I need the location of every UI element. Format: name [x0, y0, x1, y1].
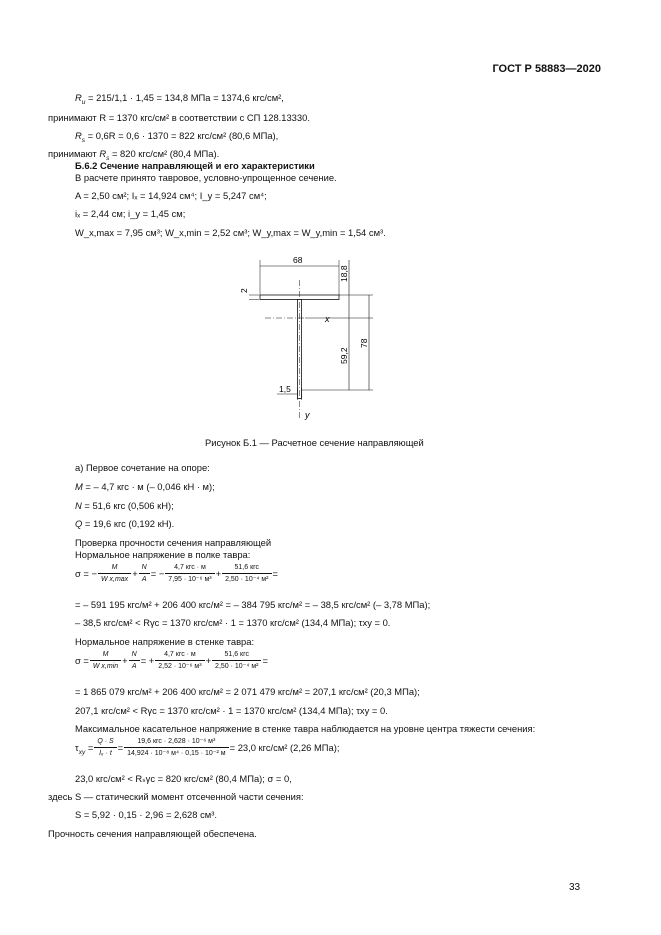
accept-rs: принимают $R_s = 820$ кгс/см² (80,4 МПа).: [48, 148, 220, 162]
f1-value-num: 4,7 кгс · м: [165, 563, 214, 574]
f2-value-num: 4,7 кгс · м: [155, 650, 204, 661]
f1-value-den: 7,95 · 10⁻⁶ м³: [168, 576, 212, 583]
f1-value2-den: 2,50 · 10⁻⁴ м²: [225, 576, 269, 583]
web-condition: 207,1 кгс/см² < Rγc = 1370 кгс/см² · 1 = 1370 кгс/см² (134,4 МПа); τxy = 0.: [75, 705, 388, 716]
rs-formula-text: = 0,6R = 0,6 · 1370 = 822 кгс/см² (80,6 МПа),: [87, 130, 279, 141]
f3-value-den: 14,924 · 10⁻⁸ м⁴ · 0,15 · 10⁻² м: [127, 750, 226, 757]
shear-title: Максимальное касательное напряжение в стенке тавра наблюдается на уровне центра тяжести сечения:: [75, 723, 536, 734]
dim-width-label: 68: [293, 255, 303, 265]
where-s-text: здесь S — статический момент отсеченной части сечения:: [48, 791, 304, 802]
accept-r-text: принимают R = 1370 кгс/см² в соответствии с СП 128.13330.: [48, 112, 310, 123]
section-props-a: A = 2,50 см²; Iₓ = 14,924 см⁴; I_y = 5,247 см⁴;: [75, 190, 267, 201]
page-number: 33: [569, 882, 581, 893]
section-props-w: W_x,max = 7,95 см³; W_x,min = 2,52 см³; W_y,max = W_y,min = 1,54 см³.: [75, 227, 386, 238]
web-result: = 1 865 079 кгс/м² + 206 400 кгс/м² = 2 071 479 кгс/м² = 207,1 кгс/см² (20,3 МПа);: [75, 686, 420, 697]
check-title: Проверка прочности сечения направляющей: [75, 537, 272, 548]
f1-num-m: M: [98, 563, 131, 574]
f2-value2-den: 2,50 · 10⁻⁴ м²: [215, 663, 259, 670]
flange-result: = – 591 195 кгс/м² + 206 400 кгс/м² = – 384 795 кгс/м² = – 38,5 кгс/см² (– 3,78 МПа);: [75, 599, 431, 610]
axis-y-label: y: [305, 410, 310, 420]
web-title: Нормальное напряжение в стенке тавра:: [75, 636, 255, 647]
load-q-text: = 19,6 кгс (0,192 кН).: [84, 518, 175, 529]
f1-value2-num: 51,6 кгс: [222, 563, 271, 574]
load-q: Q = 19,6 кгс (0,192 кН).: [75, 518, 175, 529]
load-m-text: = – 4,7 кгс · м (– 0,046 кН · м);: [85, 481, 215, 492]
f2-den-w: W x,min: [92, 663, 119, 670]
f2-num-m: M: [90, 650, 121, 661]
f2-den-a: A: [131, 663, 137, 670]
ru-formula-text: = 215/1,1 · 1,45 = 134,8 МПа = 1374,6 кгс/см²,: [88, 92, 284, 103]
f1-num-n: N: [139, 563, 150, 574]
f3-value-num: 19,6 кгс · 2,628 · 10⁻⁶ м³: [124, 737, 228, 748]
conclusion-text: Прочность сечения направляющей обеспечена.: [48, 828, 257, 839]
dim-bottom-label: 59,2: [339, 347, 349, 364]
accept-rs-text: = 820 кгс/см² (80,4 МПа).: [111, 148, 220, 159]
section-props-i: iₓ = 2,44 см; i_y = 1,45 см;: [75, 208, 186, 219]
f2-value-den: 2,52 · 10⁻⁶ м³: [158, 663, 202, 670]
shear-condition: 23,0 кгс/см² < Rₛγc = 820 кгс/см² (80,4 МПа); σ = 0,: [75, 773, 292, 784]
flange-condition: – 38,5 кгс/см² < Rγc = 1370 кгс/см² · 1 = 1370 кгс/см² (134,4 МПа); τxy = 0.: [75, 617, 391, 628]
document-number: ГОСТ Р 58883—2020: [492, 63, 601, 75]
f3-den: Iₓ · t: [99, 750, 112, 757]
flange-stress-formula: σ = − $\frac{M}{\text{W x,max}}$ + $\frac{N}{A}$ = − $\frac{\text{4,7 кгс · м}}{\text{7,95 · 10⁻⁶ м³}}$ + $\frac{\text{51,6 кгс}}{\text{2,50 · 10⁻⁴ м²}}$ =: [75, 564, 278, 583]
flange-title: Нормальное напряжение в полке тавра:: [75, 549, 251, 560]
shear-result: = 23,0 кгс/см² (2,26 МПа);: [229, 741, 340, 753]
dim-flange-label: 2: [239, 288, 249, 293]
section-heading: Б.6.2 Сечение направляющей и его характеристики: [75, 160, 315, 171]
s-value: S = 5,92 · 0,15 · 2,96 = 2,628 см³.: [75, 809, 217, 820]
f2-num-n: N: [129, 650, 140, 661]
tee-section-figure: [225, 252, 395, 427]
load-m: M = – 4,7 кгс · м (– 0,046 кН · м);: [75, 481, 215, 492]
rs-formula: $R_s = 0,6R = 0,6 \cdot 1370 = 822$ кгс/см² (80,6 МПа),: [75, 130, 279, 144]
f2-value2-num: 51,6 кгс: [212, 650, 261, 661]
web-stress-formula: σ = $\frac{M}{\text{W x,min}}$ + $\frac{N}{A}$ = + $\frac{\text{4,7 кгс · м}}{\text{2,52 · 10⁻⁶ м³}}$ + $\frac{\text{51,6 кгс}}{\text{2,50 · 10⁻⁴ м²}}$ =: [75, 651, 268, 670]
f1-den-w: W x,max: [100, 576, 129, 583]
dim-height-label: 78: [359, 338, 369, 348]
dim-web-label: 1,5: [279, 384, 291, 394]
section-intro: В расчете принято тавровое, условно-упрощенное сечение.: [75, 172, 337, 183]
f1-den-a: A: [141, 576, 147, 583]
figure-caption: Рисунок Б.1 — Расчетное сечение направляющей: [205, 437, 424, 448]
f3-num: Q · S: [94, 737, 116, 748]
ru-formula: $R_u = 215/1,1 \cdot 1,45 = 134,8$ МПа = 1374,6 кгс/см²,: [75, 92, 284, 106]
load-n: N = 51,6 кгс (0,506 кН);: [75, 500, 174, 511]
load-n-text: = 51,6 кгс (0,506 кН);: [84, 500, 174, 511]
axis-x-label: x: [325, 314, 330, 324]
dim-top-label: 18,8: [339, 265, 349, 282]
shear-stress-formula: $\tau_{xy}$ = $\frac{Q \cdot S}{\text{Iₓ · t}}$ = $\frac{\text{19,6 кгс · 2,628 · 10⁻⁶ м³}}{\text{14,924 · 10⁻⁸ м⁴ · 0,15 · 10⁻² м}}$ = 23,0 кгс/см² (2,26 МПа);: [75, 738, 340, 757]
loads-title: а) Первое сочетание на опоре:: [75, 462, 210, 473]
